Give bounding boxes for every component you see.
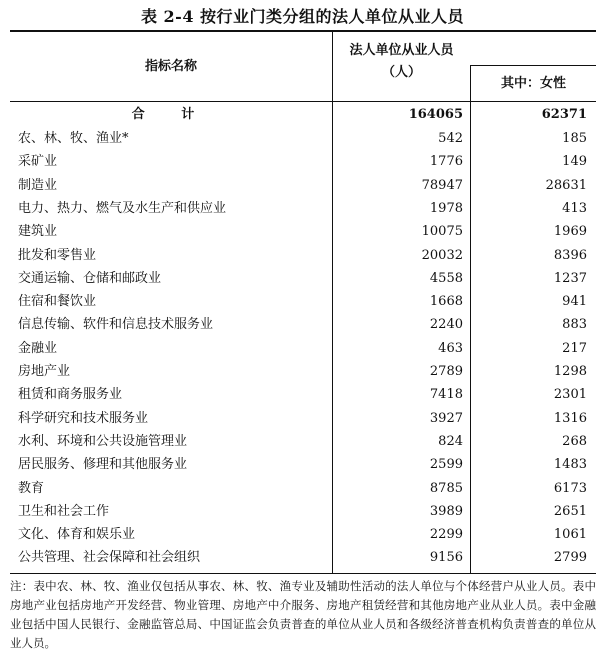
row-total-value: 463 xyxy=(438,340,463,356)
row-female-value: 883 xyxy=(562,317,587,333)
table-row xyxy=(10,430,596,453)
row-female-value: 941 xyxy=(562,294,587,310)
table-bottom-rule xyxy=(10,573,596,574)
header-indicator-name: 指标名称 xyxy=(144,59,197,74)
row-total-value: 4558 xyxy=(429,270,463,286)
row-total-value: 3989 xyxy=(429,503,463,519)
table-row xyxy=(10,407,596,430)
table-row xyxy=(10,127,596,150)
row-total-value: 9156 xyxy=(429,550,463,566)
row-total-value: 8785 xyxy=(429,480,463,496)
header-female: 其中：女性 xyxy=(500,76,566,91)
row-female-value: 149 xyxy=(562,154,587,170)
row-female-value: 1316 xyxy=(553,410,587,426)
table-row xyxy=(10,546,596,569)
row-female-value: 1969 xyxy=(553,224,587,240)
table-row xyxy=(10,360,596,383)
row-female-value: 6173 xyxy=(553,480,587,496)
row-total-value: 164065 xyxy=(408,107,463,122)
row-female-value: 185 xyxy=(562,131,587,146)
table-row xyxy=(10,337,596,360)
row-name: 教育 xyxy=(18,480,45,496)
row-female-value: 2799 xyxy=(553,550,587,566)
row-name: 住宿和餐饮业 xyxy=(18,294,97,310)
row-name: 水利、环境和公共设施管理业 xyxy=(18,433,188,449)
row-total-value: 824 xyxy=(438,433,463,449)
row-total-value: 1668 xyxy=(429,294,463,310)
table-row-total xyxy=(10,103,596,126)
table-row xyxy=(10,244,596,267)
row-female-value: 1061 xyxy=(553,527,587,543)
table-title: 表 2-4 按行业门类分组的法人单位从业人员 xyxy=(140,7,465,26)
row-name: 租赁和商务服务业 xyxy=(18,387,123,403)
table-row xyxy=(10,313,596,336)
row-name: 批发和零售业 xyxy=(18,247,97,263)
header-total-employees xyxy=(333,40,470,84)
row-female-value: 8396 xyxy=(553,247,587,263)
header-total-line2: （人） xyxy=(381,65,421,80)
row-name: 科学研究和技术服务业 xyxy=(18,410,149,426)
row-female-value: 268 xyxy=(562,433,587,449)
header-total-line1: 法人单位从业人员 xyxy=(349,43,454,58)
subheader-rule xyxy=(471,65,596,66)
table-row xyxy=(10,477,596,500)
table-row xyxy=(10,150,596,173)
row-name: 居民服务、修理和其他服务业 xyxy=(18,457,188,473)
row-total-value: 2599 xyxy=(429,457,463,473)
row-name: 文化、体育和娱乐业 xyxy=(18,527,136,543)
row-female-value: 1298 xyxy=(553,364,587,379)
row-name: 信息传输、软件和信息技术服务业 xyxy=(18,317,214,333)
row-total-value: 2789 xyxy=(429,364,463,379)
row-name: 房地产业 xyxy=(18,364,71,379)
row-total-value: 10075 xyxy=(421,224,463,240)
row-female-value: 1483 xyxy=(553,457,587,473)
table-footnote: 注：表中农、林、牧、渔业仅包括从事农、林、牧、渔专业及辅助性活动的法人单位与个体经营户从业人员。表中房地产业包括房地产开发经营、物业管理、房地产中介服务、房地产租赁经营和其他房地产业从业人员。表中金融业包括中国人民银行、金融监管总局、中国证监会负责普查的单位从业人员和各级经济普查机构负责普查的单位从业人员。 xyxy=(10,579,596,650)
row-name: 采矿业 xyxy=(18,154,58,170)
row-name: 建筑业 xyxy=(18,224,58,240)
header-bottom-rule xyxy=(10,101,596,102)
row-name: 交通运输、仓储和邮政业 xyxy=(18,270,162,286)
row-total-value: 542 xyxy=(438,131,463,146)
row-name: 合 计 xyxy=(131,107,211,122)
row-female-value: 217 xyxy=(562,340,587,356)
row-female-value: 1237 xyxy=(553,270,587,286)
row-name: 制造业 xyxy=(18,177,58,193)
row-name: 电力、热力、燃气及水生产和供应业 xyxy=(18,200,227,216)
row-total-value: 7418 xyxy=(429,387,463,403)
row-female-value: 28631 xyxy=(545,177,587,193)
row-total-value: 1978 xyxy=(429,200,463,216)
table-top-rule xyxy=(10,30,596,32)
table-row xyxy=(10,197,596,220)
row-female-value: 2301 xyxy=(553,387,587,403)
row-female-value: 62371 xyxy=(541,107,587,122)
row-name: 金融业 xyxy=(18,340,58,356)
row-total-value: 78947 xyxy=(421,177,463,193)
row-total-value: 3927 xyxy=(429,410,463,426)
table-row xyxy=(10,383,596,406)
table-row xyxy=(10,174,596,197)
row-total-value: 1776 xyxy=(429,154,463,170)
row-name: 农、林、牧、渔业* xyxy=(18,131,129,146)
row-total-value: 20032 xyxy=(421,247,463,263)
table-row xyxy=(10,453,596,476)
row-female-value: 413 xyxy=(562,200,587,216)
table-row xyxy=(10,267,596,290)
row-total-value: 2299 xyxy=(429,527,463,543)
row-total-value: 2240 xyxy=(429,317,463,333)
table-row xyxy=(10,290,596,313)
row-name: 卫生和社会工作 xyxy=(18,503,110,519)
table-row xyxy=(10,500,596,523)
table-row xyxy=(10,220,596,243)
row-female-value: 2651 xyxy=(553,503,587,519)
table-row xyxy=(10,523,596,546)
row-name: 公共管理、社会保障和社会组织 xyxy=(18,550,201,566)
